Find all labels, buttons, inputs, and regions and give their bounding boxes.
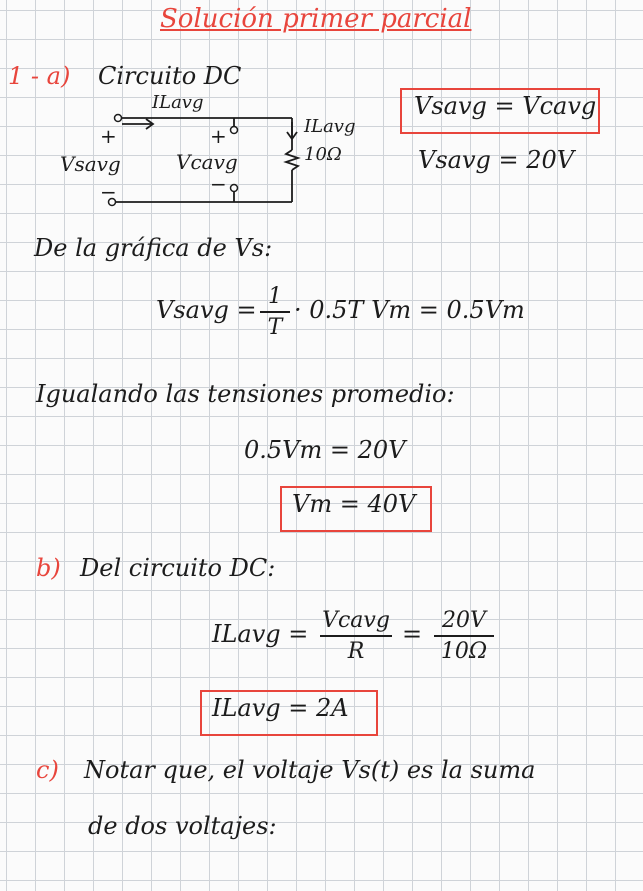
circuit-plus-mid: + (210, 124, 227, 148)
eq-graph-rhs: · 0.5T Vm = 0.5Vm (294, 296, 525, 324)
frac1-denominator: R (347, 639, 365, 664)
eq-vm: 0.5Vm = 20V (244, 436, 406, 464)
part-c-label: c) (36, 756, 59, 784)
frac2-numerator: 20V (442, 608, 486, 633)
circuit-vc-label: Vcavg (176, 150, 238, 174)
circuit-il-label: ILavg (304, 116, 356, 137)
eq-fraction-values (434, 608, 494, 664)
frac2-denominator: 10Ω (440, 639, 488, 664)
part-b-label: b) (36, 554, 61, 582)
part-b-heading: Del circuito DC: (80, 554, 276, 582)
equating-text: Igualando las tensiones promedio: (36, 380, 455, 408)
circuit-resistor-label: 10Ω (304, 144, 342, 165)
eq-vsavg-vcavg: Vsavg = Vcavg (414, 92, 597, 120)
result-ilavg: ILavg = 2A (212, 694, 349, 722)
eq-ilavg-lhs: ILavg = (212, 620, 309, 648)
eq-fraction-vc-r (320, 608, 392, 664)
result-vm: Vm = 40V (292, 490, 416, 518)
part-c-line1: Notar que, el voltaje Vs(t) es la suma (84, 756, 536, 784)
eq-vsavg-value: Vsavg = 20V (418, 146, 575, 174)
eq-graph-denominator: T (267, 315, 283, 340)
page-title: Solución primer parcial (160, 4, 472, 34)
circuit-plus-left: + (100, 124, 117, 148)
fraction-bar (260, 311, 290, 313)
circuit-minus-left: − (100, 180, 117, 204)
from-graph-text: De la gráfica de Vs: (34, 234, 273, 262)
fraction-bar (320, 635, 392, 637)
eq-mid-equals: = (402, 620, 423, 648)
part-a-heading: Circuito DC (98, 62, 242, 90)
fraction-bar (434, 635, 494, 637)
circuit-minus-mid: − (210, 172, 227, 196)
eq-graph-fraction (260, 284, 290, 340)
frac1-numerator: Vcavg (322, 608, 390, 633)
circuit-vs-label: Vsavg (60, 152, 121, 176)
eq-graph-lhs: Vsavg = (156, 296, 257, 324)
eq-graph-numerator: 1 (268, 284, 282, 309)
part-c-line2: de dos voltajes: (88, 812, 277, 840)
circuit-current-label: ILavg (152, 92, 204, 113)
part-a-label: 1 - a) (8, 62, 71, 90)
